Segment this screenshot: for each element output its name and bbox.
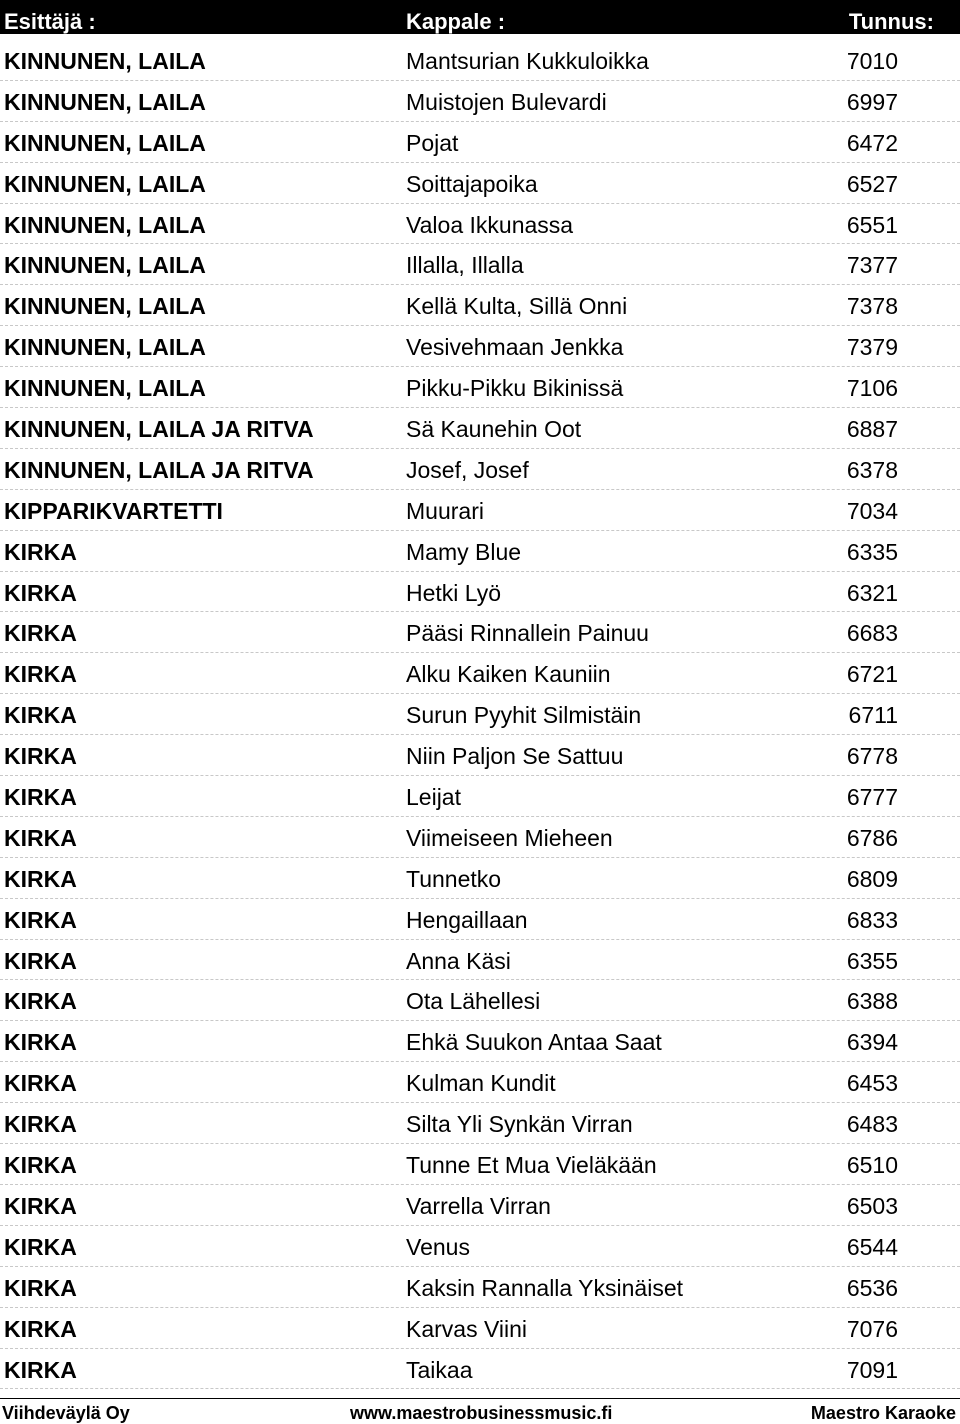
table-row xyxy=(0,817,960,858)
artist-cell: KINNUNEN, LAILA xyxy=(4,334,206,361)
song-cell: Leijat xyxy=(406,784,461,811)
code-cell: 6394 xyxy=(846,1029,898,1056)
artist-cell: KIRKA xyxy=(4,947,77,974)
song-cell: Varrella Virran xyxy=(406,1192,551,1219)
song-cell: Kulman Kundit xyxy=(406,1070,556,1097)
table-row xyxy=(0,980,960,1021)
table-row xyxy=(0,1185,960,1226)
code-cell: 6721 xyxy=(846,661,898,688)
artist-cell: KIRKA xyxy=(4,1315,77,1342)
code-cell: 7377 xyxy=(846,252,898,279)
artist-cell: KIRKA xyxy=(4,1192,77,1219)
table-row xyxy=(0,285,960,326)
code-cell: 6453 xyxy=(846,1070,898,1097)
artist-cell: KINNUNEN, LAILA JA RITVA xyxy=(4,416,314,443)
song-cell: Kellä Kulta, Sillä Onni xyxy=(406,293,628,320)
table-row xyxy=(0,367,960,408)
code-cell: 6355 xyxy=(846,947,898,974)
artist-cell: KINNUNEN, LAILA xyxy=(4,211,206,238)
artist-cell: KIRKA xyxy=(4,1274,77,1301)
table-row xyxy=(0,1144,960,1185)
artist-cell: KIRKA xyxy=(4,988,77,1015)
song-cell: Pojat xyxy=(406,129,459,156)
artist-cell: KIRKA xyxy=(4,1111,77,1138)
table-row xyxy=(0,204,960,245)
song-cell: Muistojen Bulevardi xyxy=(406,88,607,115)
code-cell: 7034 xyxy=(846,497,898,524)
song-cell: Soittajapoika xyxy=(406,170,538,197)
table-row xyxy=(0,408,960,449)
artist-cell: KIRKA xyxy=(4,661,77,688)
artist-cell: KIRKA xyxy=(4,906,77,933)
code-cell: 6833 xyxy=(846,906,898,933)
code-cell: 6786 xyxy=(846,824,898,851)
table-row xyxy=(0,81,960,122)
song-cell: Vesivehmaan Jenkka xyxy=(406,334,624,361)
artist-cell: KIRKA xyxy=(4,865,77,892)
song-cell: Viimeiseen Mieheen xyxy=(406,824,613,851)
artist-cell: KINNUNEN, LAILA xyxy=(4,48,206,74)
artist-cell: KINNUNEN, LAILA xyxy=(4,129,206,156)
artist-cell: KIRKA xyxy=(4,620,77,647)
code-cell: 6321 xyxy=(846,579,898,606)
code-cell: 6777 xyxy=(846,784,898,811)
song-cell: Anna Käsi xyxy=(406,947,511,974)
song-cell: Illalla, Illalla xyxy=(406,252,524,279)
footer-brand: Maestro Karaoke xyxy=(810,1403,956,1423)
artist-cell: KINNUNEN, LAILA xyxy=(4,375,206,402)
code-cell: 6997 xyxy=(846,88,898,115)
song-list xyxy=(0,40,960,1389)
artist-cell: KIRKA xyxy=(4,824,77,851)
code-cell: 6809 xyxy=(846,865,898,892)
header-code: Tunnus: xyxy=(848,9,934,34)
artist-cell: KINNUNEN, LAILA xyxy=(4,88,206,115)
code-cell: 6378 xyxy=(846,456,898,483)
artist-cell: KIRKA xyxy=(4,579,77,606)
code-cell: 6483 xyxy=(846,1111,898,1138)
table-header xyxy=(0,0,960,34)
code-cell: 6887 xyxy=(846,416,898,443)
header-song: Kappale : xyxy=(406,9,506,34)
code-cell: 6683 xyxy=(846,620,898,647)
song-cell: Tunne Et Mua Vieläkään xyxy=(406,1152,657,1179)
song-cell: Valoa Ikkunassa xyxy=(406,211,574,238)
code-cell: 6388 xyxy=(846,988,898,1015)
song-cell: Kaksin Rannalla Yksinäiset xyxy=(406,1274,684,1301)
song-cell: Tunnetko xyxy=(406,865,502,892)
code-cell: 6472 xyxy=(846,129,898,156)
code-cell: 6503 xyxy=(846,1192,898,1219)
artist-cell: KIRKA xyxy=(4,538,77,565)
artist-cell: KIRKA xyxy=(4,1029,77,1056)
song-cell: Taikaa xyxy=(406,1356,473,1383)
table-row xyxy=(0,776,960,817)
code-cell: 7106 xyxy=(846,375,898,402)
song-cell: Hengaillaan xyxy=(406,906,528,933)
table-row xyxy=(0,653,960,694)
code-cell: 6544 xyxy=(846,1233,898,1260)
artist-cell: KIRKA xyxy=(4,1070,77,1097)
song-cell: Mamy Blue xyxy=(406,538,522,565)
table-row xyxy=(0,1308,960,1349)
song-cell: Surun Pyyhit Silmistäin xyxy=(406,702,642,729)
song-cell: Pääsi Rinnallein Painuu xyxy=(406,620,649,647)
table-row xyxy=(0,612,960,653)
song-cell: Josef, Josef xyxy=(406,456,529,483)
code-cell: 6551 xyxy=(846,211,898,238)
table-row xyxy=(0,899,960,940)
artist-cell: KIRKA xyxy=(4,702,77,729)
header-artist: Esittäjä : xyxy=(4,9,96,34)
table-row xyxy=(0,490,960,531)
code-cell: 6778 xyxy=(846,743,898,770)
table-row xyxy=(0,1267,960,1308)
table-row xyxy=(0,122,960,163)
song-cell: Ehkä Suukon Antaa Saat xyxy=(406,1029,662,1056)
table-row xyxy=(0,449,960,490)
code-cell: 6527 xyxy=(846,170,898,197)
table-row xyxy=(0,1103,960,1144)
artist-cell: KIPPARIKVARTETTI xyxy=(4,497,223,524)
artist-cell: KINNUNEN, LAILA xyxy=(4,170,206,197)
page-footer xyxy=(0,1398,960,1424)
footer-website: www.maestrobusinessmusic.fi xyxy=(350,1403,613,1423)
song-cell: Silta Yli Synkän Virran xyxy=(406,1111,633,1138)
code-cell: 7091 xyxy=(846,1356,898,1383)
artist-cell: KINNUNEN, LAILA xyxy=(4,252,206,279)
song-cell: Sä Kaunehin Oot xyxy=(406,416,582,443)
code-cell: 7076 xyxy=(846,1315,898,1342)
artist-cell: KIRKA xyxy=(4,1152,77,1179)
code-cell: 6335 xyxy=(846,538,898,565)
artist-cell: KIRKA xyxy=(4,1356,77,1383)
song-cell: Ota Lähellesi xyxy=(406,988,541,1015)
code-cell: 6536 xyxy=(846,1274,898,1301)
song-cell: Niin Paljon Se Sattuu xyxy=(406,743,624,770)
table-row xyxy=(0,531,960,572)
table-row xyxy=(0,1062,960,1103)
table-row xyxy=(0,694,960,735)
code-cell: 7010 xyxy=(846,48,898,74)
footer-company: Viihdeväylä Oy xyxy=(2,1403,130,1423)
table-row xyxy=(0,40,960,81)
code-cell: 6711 xyxy=(848,702,898,729)
table-row xyxy=(0,858,960,899)
table-row xyxy=(0,1226,960,1267)
table-row xyxy=(0,163,960,204)
table-row xyxy=(0,244,960,285)
artist-cell: KIRKA xyxy=(4,784,77,811)
table-row xyxy=(0,326,960,367)
code-cell: 7378 xyxy=(846,293,898,320)
song-cell: Karvas Viini xyxy=(406,1315,528,1342)
artist-cell: KIRKA xyxy=(4,1233,77,1260)
artist-cell: KINNUNEN, LAILA JA RITVA xyxy=(4,456,314,483)
song-cell: Pikku-Pikku Bikinissä xyxy=(406,375,624,402)
table-row xyxy=(0,1349,960,1390)
table-row xyxy=(0,735,960,776)
song-cell: Hetki Lyö xyxy=(406,579,502,606)
song-cell: Venus xyxy=(406,1233,470,1260)
code-cell: 6510 xyxy=(846,1152,898,1179)
song-cell: Muurari xyxy=(406,497,484,524)
song-cell: Mantsurian Kukkuloikka xyxy=(406,48,649,74)
table-row xyxy=(0,572,960,613)
artist-cell: KIRKA xyxy=(4,743,77,770)
table-row xyxy=(0,940,960,981)
artist-cell: KINNUNEN, LAILA xyxy=(4,293,206,320)
code-cell: 7379 xyxy=(846,334,898,361)
song-cell: Alku Kaiken Kauniin xyxy=(406,661,611,688)
table-row xyxy=(0,1021,960,1062)
